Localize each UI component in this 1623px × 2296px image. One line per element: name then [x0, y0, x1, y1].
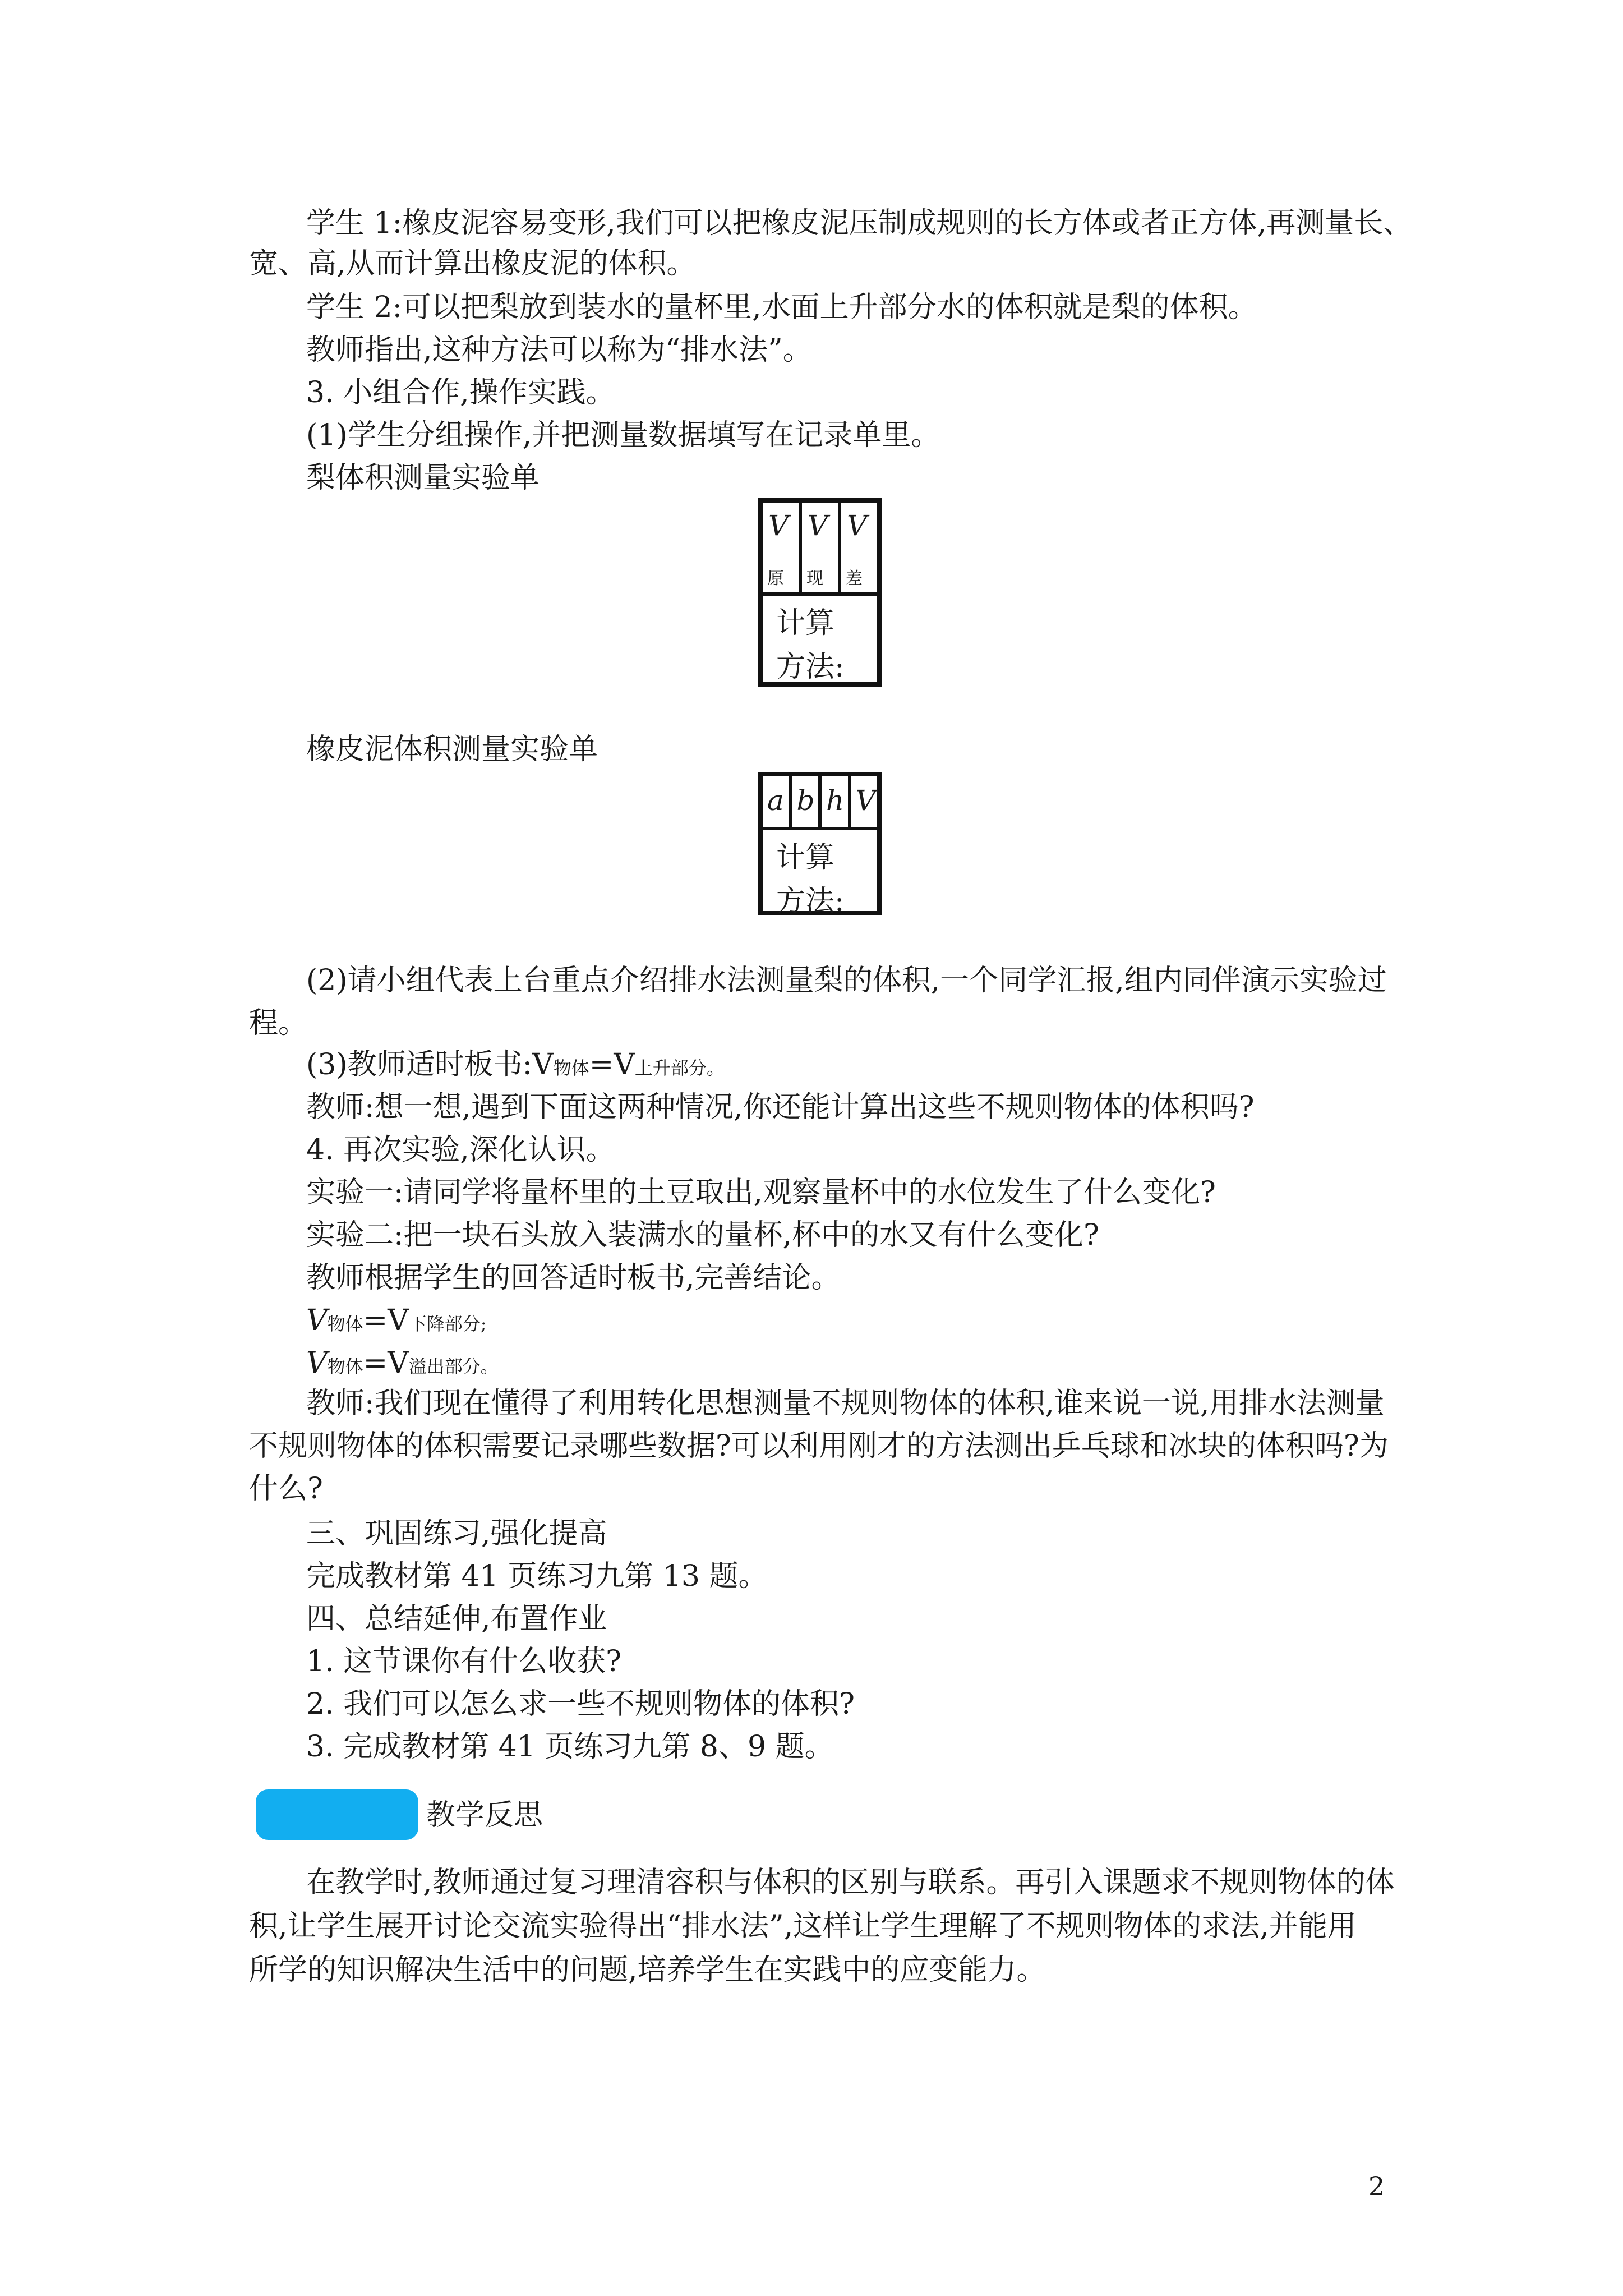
clay-table-header-row: [763, 776, 877, 830]
teacher-conclusion: 教师根据学生的回答适时板书,完善结论。: [306, 1261, 841, 1295]
clay-header-cell: [792, 776, 822, 827]
pear-header-sub: 原: [767, 569, 784, 588]
homework-3: 3. 完成教材第 41 页练习九第 8、9 题。: [306, 1730, 834, 1764]
pear-header-cell-original: [763, 503, 802, 592]
formula-decrease: [306, 1300, 487, 1344]
paragraph-teacher-note: 教师指出,这种方法可以称为“排水法”。: [306, 333, 812, 367]
homework-2: 2. 我们可以怎么求一些不规则物体的体积?: [306, 1687, 855, 1721]
formula-end: ;: [480, 1313, 487, 1335]
clay-header-var: h: [826, 784, 845, 817]
clay-header-var: b: [796, 784, 815, 817]
formula-end: 。: [480, 1356, 499, 1377]
clay-table-caption: 橡皮泥体积测量实验单: [306, 733, 598, 766]
clay-table-body-line1: 计算: [776, 841, 835, 875]
formula-var: V: [306, 1304, 328, 1337]
paragraph-student2: 学生 2:可以把梨放到装水的量杯里,水面上升部分水的体积就是梨的体积。: [306, 291, 1257, 324]
formula-sub: 物体: [327, 1313, 363, 1335]
pear-table-body: [763, 596, 877, 689]
experiment-1: 实验一:请同学将量杯里的土豆取出,观察量杯中的水位发生了什么变化?: [306, 1176, 1216, 1209]
teacher-summary-cont2: 什么?: [249, 1472, 323, 1506]
section-3-heading: 三、巩固练习,强化提高: [306, 1517, 607, 1550]
formula-sub: 物体: [327, 1356, 363, 1377]
pear-header-sub: 现: [806, 569, 823, 588]
step-4-heading: 4. 再次实验,深化认识。: [306, 1133, 615, 1167]
pear-table-header-row: [763, 503, 877, 596]
step-3-item-2: (2)请小组代表上台重点介绍排水法测量梨的体积,一个同学汇报,组内同伴演示实验过: [306, 964, 1387, 997]
formula-var: V: [306, 1346, 328, 1380]
teacher-summary: 教师:我们现在懂得了利用转化思想测量不规则物体的体积,谁来说一说,用排水法测量: [306, 1387, 1385, 1420]
formula-sub: 下降部分: [408, 1313, 481, 1335]
section-4-heading: 四、总结延伸,布置作业: [306, 1602, 607, 1636]
reflection-paragraph-cont1: 积,让学生展开讨论交流实验得出“排水法”,这样让学生理解了不规则物体的求法,并能用: [249, 1910, 1357, 1943]
section-3-task: 完成教材第 41 页练习九第 13 题。: [306, 1559, 768, 1593]
pear-volume-table: [758, 498, 882, 687]
clay-table-body: [763, 830, 877, 923]
pear-header-cell-current: [802, 503, 841, 592]
reflection-paragraph-cont2: 所学的知识解决生活中的问题,培养学生在实践中的应变能力。: [249, 1953, 1046, 1987]
clay-header-var: a: [767, 784, 784, 817]
clay-table-body-line2: 方法:: [776, 885, 845, 918]
teacher-question: 教师:想一想,遇到下面这两种情况,你还能计算出这些不规则物体的体积吗?: [306, 1091, 1255, 1124]
clay-volume-table: [758, 772, 882, 918]
formula-sub: 上升部分: [634, 1057, 707, 1079]
formula-prefix: (3)教师适时板书:V: [306, 1048, 554, 1082]
pear-table-body-line1: 计算: [776, 606, 835, 640]
reflection-title: 教学反思: [426, 1798, 543, 1832]
pear-header-var: V: [808, 509, 828, 542]
pear-header-sub: 差: [846, 569, 863, 588]
section-badge: [256, 1789, 418, 1840]
clay-header-var: V: [855, 784, 876, 817]
pear-header-cell-difference: [841, 503, 877, 592]
step-3-heading: 3. 小组合作,操作实践。: [306, 376, 615, 409]
formula-sub: 溢出部分: [408, 1356, 481, 1377]
pear-header-var: V: [768, 509, 789, 542]
paragraph-student1-cont: 宽、高,从而计算出橡皮泥的体积。: [249, 247, 696, 280]
homework-1: 1. 这节课你有什么收获?: [306, 1645, 622, 1678]
formula-end: 。: [706, 1057, 725, 1079]
experiment-2: 实验二:把一块石头放入装满水的量杯,杯中的水又有什么变化?: [306, 1218, 1099, 1252]
clay-header-cell: [851, 776, 878, 827]
paragraph-student1: 学生 1:橡皮泥容易变形,我们可以把橡皮泥压制成规则的长方体或者正方体,再测量长、: [306, 206, 1413, 240]
formula-mid: =V: [363, 1346, 409, 1380]
pear-header-var: V: [847, 509, 868, 542]
step-3-item-2-cont: 程。: [249, 1006, 308, 1040]
step-3-item-1: (1)学生分组操作,并把测量数据填写在记录单里。: [306, 418, 940, 452]
clay-header-cell: [763, 776, 792, 827]
clay-header-cell: [822, 776, 851, 827]
formula-overflow: [306, 1343, 499, 1387]
teacher-summary-cont1: 不规则物体的体积需要记录哪些数据?可以利用刚才的方法测出乒乓球和冰块的体积吗?为: [249, 1429, 1389, 1463]
formula-mid: =V: [363, 1304, 409, 1337]
pear-table-caption: 梨体积测量实验单: [306, 461, 540, 495]
formula-mid: =V: [589, 1048, 635, 1082]
page-number: 2: [1368, 2171, 1385, 2201]
formula-sub: 物体: [553, 1057, 589, 1079]
reflection-paragraph: 在教学时,教师通过复习理清容积与体积的区别与联系。再引入课题求不规则物体的体: [306, 1866, 1395, 1899]
pear-table-body-line2: 方法:: [776, 650, 845, 684]
step-3-item-3: [306, 1045, 725, 1088]
